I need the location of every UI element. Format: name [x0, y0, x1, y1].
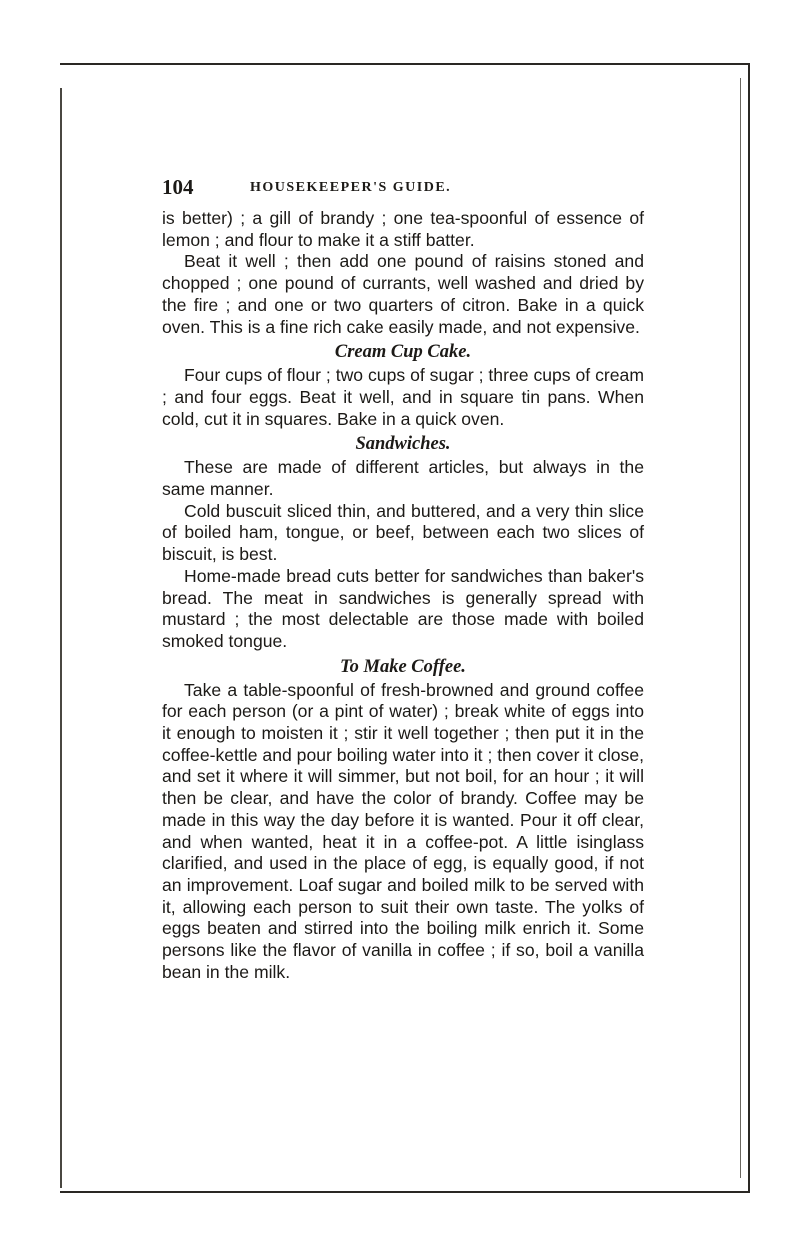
paragraph: Cold buscuit sliced thin, and buttered, and a very thin slice of boiled ham, tongue, or beef, between each two slices of biscuit, is best. — [162, 500, 644, 565]
paragraph: These are made of different articles, but always in the same manner. — [162, 457, 644, 500]
paragraph: Four cups of flour ; two cups of sugar ; three cups of cream ; and four eggs. Beat it well, and in square tin pans. When cold, cut it in squares. Bake in a quick oven. — [162, 365, 644, 429]
page-number: 104 — [162, 175, 194, 199]
paragraph: Home-made bread cuts better for sandwiches than baker's bread. The meat in sandwiches is generally spread with mustard ; the most delectable are those made with boiled smoked tongue. — [162, 565, 644, 651]
book-page — [162, 175, 644, 984]
recipe-title: Cream Cup Cake. — [334, 342, 472, 363]
paragraph: is better) ; a gill of brandy ; one tea-spoonful of essence of lemon ; and flour to make it a stiff batter. — [162, 208, 644, 250]
page-header — [162, 175, 644, 199]
page-body — [162, 208, 644, 984]
recipe-title: To Make Coffee. — [340, 656, 466, 677]
right-margin-rule — [740, 78, 741, 1178]
recipe-title: Sandwiches. — [355, 434, 451, 455]
running-head: HOUSEKEEPER'S GUIDE. — [250, 180, 452, 195]
paragraph: Beat it well ; then add one pound of raisins stoned and chopped ; one pound of currants, well washed and dried by the fire ; and one or two quarters of citron. Bake in a quick oven. This is a fine rich cake easily made, and not expensive. — [162, 251, 644, 337]
paragraph: Take a table-spoonful of fresh-browned and ground coffee for each person (or a pint of water) ; break white of eggs into it enough to moisten it ; stir it well together ; then put it in the coffee-kettle and pour boiling water into it ; then cover it close, and set it where it will simmer, but not boil, for an hour ; it will then be clear, and have the color of brandy. Coffee may be made in this way the day before it is wanted. Pour it off clear, and when wanted, heat it in a coffee-pot. A little isinglass clarified, and used in the place of egg, is equally good, if not an improvement. Loaf sugar and boiled milk to be served with it, allowing each person to suit their own taste. The yolks of eggs beaten and stirred into the boiling milk enrich it. Some persons like the flavor of vanilla in coffee ; if so, boil a vanilla bean in the milk. — [162, 679, 644, 982]
left-margin-rule — [60, 88, 62, 1188]
